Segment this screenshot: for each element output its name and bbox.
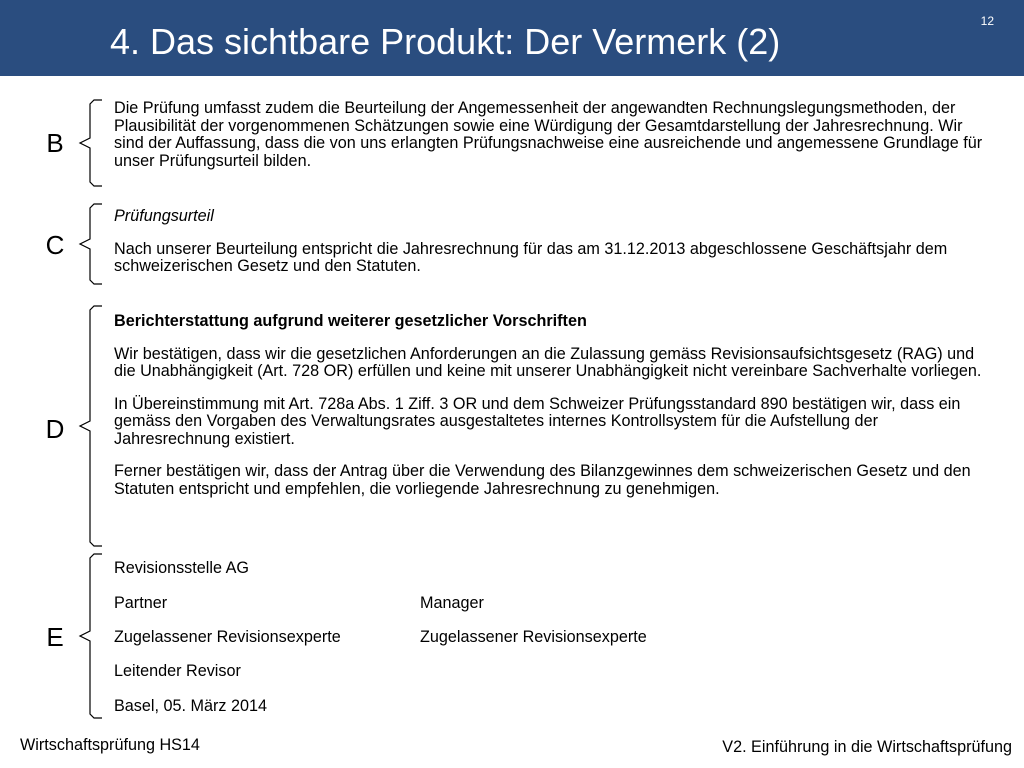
section-c-paragraph: Nach unserer Beurteilung entspricht die Jahresrechnung für das am 31.12.2013 abgeschlossene Geschäftsjahr dem schweizerischen Gesetz und den Statuten. [114,239,948,275]
slide-header [0,0,1024,76]
slide-title: 4. Das sichtbare Produkt: Der Vermerk (2) [110,21,781,62]
signature-left-qualification: Zugelassener Revisionsexperte [114,628,341,646]
section-d-paragraph-2: In Übereinstimmung mit Art. 728a Abs. 1 Ziff. 3 OR und dem Schweizer Prüfungsstandard 890 bestätigen wir, dass ein gemäss den Vorgaben des Verwaltungsrates ausgestaltetes internes Kontrollsystem für die Aufstellung der Jahresrechnung existiert. [114,394,961,448]
brace-b [76,98,106,188]
signature-left-role: Partner [114,594,168,612]
section-label-d: D [45,414,65,444]
brace-c [76,202,106,286]
footer-chapter: V2. Einführung in die Wirtschaftsprüfung [722,738,1012,756]
signature-company: Revisionsstelle AG [114,559,249,577]
signature-left-title: Leitender Revisor [114,662,241,680]
section-d-block [114,313,994,498]
section-d-heading: Berichterstattung aufgrund weiterer gesetzlicher Vorschriften [114,312,587,330]
section-label-b: B [46,128,64,158]
signature-right-qualification: Zugelassener Revisionsexperte [420,628,647,646]
section-b-block [114,100,994,170]
signature-place-date: Basel, 05. März 2014 [114,697,267,715]
section-label-c: C [45,230,65,260]
brace-e [76,552,106,720]
footer-course: Wirtschaftsprüfung HS14 [20,736,200,754]
brace-d [76,304,106,548]
section-c-block [114,208,994,276]
section-b-paragraph: Die Prüfung umfasst zudem die Beurteilung der Angemessenheit der angewandten Rechnungslegungsmethoden, der Plausibilität der vorgenommenen Schätzungen sowie eine Würdigung der Gesamtdarstellung der Jahresrechnung. Wir sind der Auffassung, dass die von uns erlangten Prüfungsnachweise eine ausreichende und angemessene Grundlage für unser Prüfungsurteil bilden. [114,99,983,170]
signature-right-role: Manager [420,594,484,612]
section-label-e: E [46,622,64,652]
page-number: 12 [980,14,994,28]
section-d-paragraph-1: Wir bestätigen, dass wir die gesetzlichen Anforderungen an die Zulassung gemäss Revisionsaufsichtsgesetz (RAG) und die Unabhängigkeit (Art. 728 OR) erfüllen und keine mit unserer Unabhängigkeit nicht vereinbare Sachverhalte vorliegen. [114,344,982,380]
section-d-paragraph-3: Ferner bestätigen wir, dass der Antrag über die Verwendung des Bilanzgewinnes dem schweizerischen Gesetz und den Statuten entspricht und empfehlen, die vorliegende Jahresrechnung zu genehmigen. [114,462,971,498]
section-c-heading: Prüfungsurteil [114,207,214,225]
